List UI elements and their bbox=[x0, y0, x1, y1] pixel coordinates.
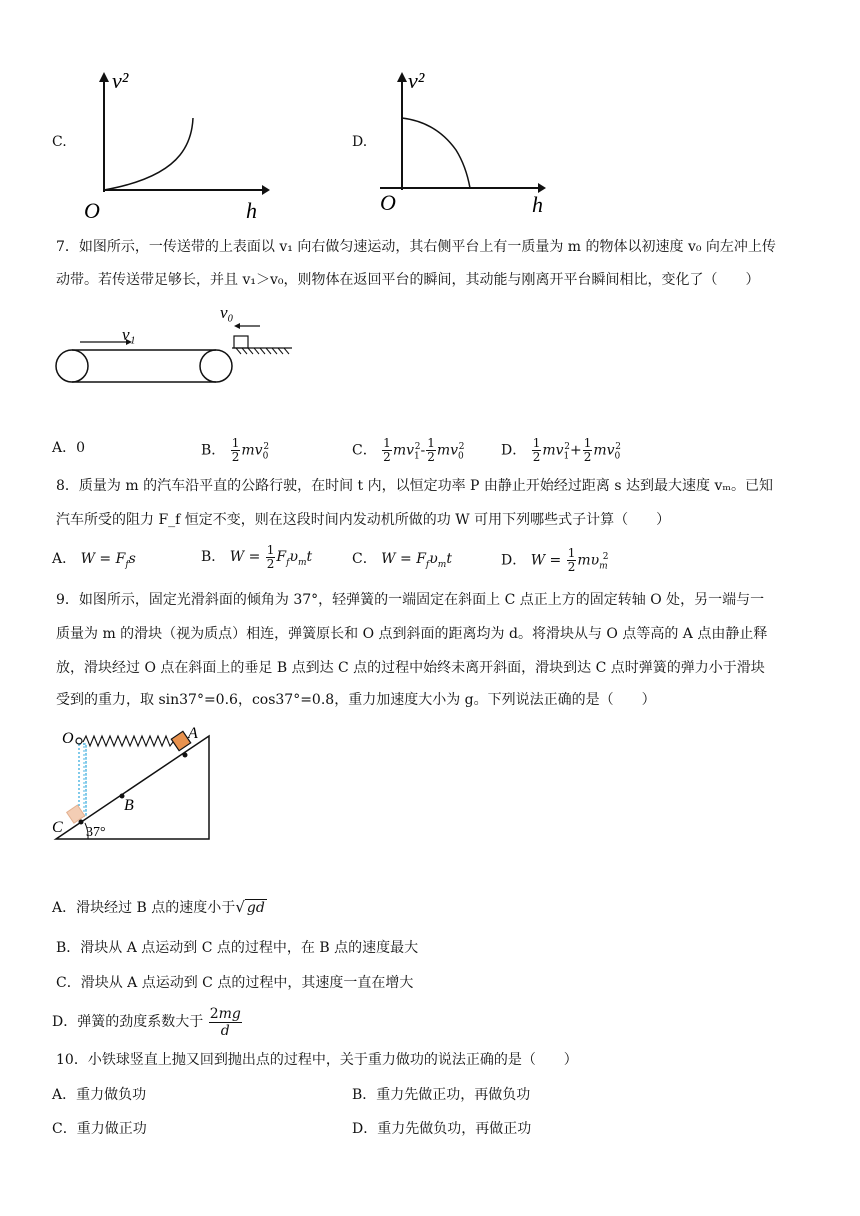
q9-incline-figure bbox=[52, 720, 222, 848]
q7-option-c-label: C． bbox=[352, 442, 377, 459]
q8-stem-line-1: 8．质量为 m 的汽车沿平直的公路行驶，在时间 t 内，以恒定功率 P 由静止开始经过距离 s 达到最大速度 vₘ。已知 bbox=[56, 478, 773, 494]
q9-option-d-label: D．弹簧的劲度系数大于 bbox=[52, 1014, 204, 1030]
q9-fig-C-label: C bbox=[52, 819, 63, 836]
q7-stem-line-1: 7．如图所示，一传送带的上表面以 v₁ 向右做匀速运动，其右侧平台上有一质量为 m 的物体以初速度 v₀ 向左冲上传 bbox=[56, 239, 776, 255]
q9-option-a-label: A．滑块经过 B 点的速度小于 bbox=[52, 900, 236, 916]
q7-option-b[interactable]: B． $\frac{1}{2}$ $mv_0^2$ bbox=[201, 436, 270, 465]
q9-option-d[interactable]: D．弹簧的劲度系数大于 $\frac{2mg}{d}$ bbox=[52, 1005, 241, 1039]
q6d-axis-x-label: h bbox=[532, 192, 543, 217]
q9-fig-A-label: A bbox=[188, 725, 198, 742]
q10-option-b[interactable]: B．重力先做正功，再做负功 bbox=[352, 1087, 531, 1103]
q9-stem-line-4: 受到的重力，取 sin37°=0.6，cos37°=0.8，重力加速度大小为 g。下列说法正确的是（ ） bbox=[56, 692, 656, 708]
q10-option-c[interactable]: C．重力做正功 bbox=[52, 1121, 147, 1137]
q9-option-a[interactable]: A．滑块经过 B 点的速度小于√ gd bbox=[52, 898, 265, 916]
q6c-axis-y-label: v² bbox=[112, 68, 129, 93]
q9-stem-line-1: 9．如图所示，固定光滑斜面的倾角为 37°，轻弹簧的一端固定在斜面上 C 点正上方的固定转轴 O 处，另一端与一 bbox=[56, 592, 765, 608]
q9-fig-angle-label: 37° bbox=[86, 825, 106, 840]
q6-graph-d bbox=[378, 60, 578, 230]
q8-option-b[interactable]: B． W = $\frac{1}{2}$ $F_f\upsilon_mt$ bbox=[201, 542, 313, 571]
q6-option-c-label[interactable]: C. bbox=[52, 134, 67, 150]
q7-stem-line-2: 动带。若传送带足够长，并且 v₁＞v₀，则物体在返回平台的瞬间，其动能与刚离开平台瞬间相比，变化了（ ） bbox=[56, 272, 760, 288]
q9-stem-line-3: 放，滑块经过 O 点在斜面上的垂足 B 点到达 C 点的过程中始终未离开斜面，滑块到达 C 点时弹簧的弹力小于滑块 bbox=[56, 660, 765, 676]
q6-option-d-label[interactable]: D. bbox=[352, 134, 368, 150]
q6-graph-c bbox=[80, 60, 280, 230]
q8-option-d[interactable]: D． W = $\frac{1}{2}$ $m\upsilon_m^2$ bbox=[501, 546, 609, 575]
q6c-axis-x-label: h bbox=[246, 198, 257, 223]
q9-fig-B-label: B bbox=[124, 797, 134, 814]
q9-stem-line-2: 质量为 m 的滑块（视为质点）相连，弹簧原长和 O 点到斜面的距离均为 d。将滑块从与 O 点等高的 A 点由静止释 bbox=[56, 626, 768, 642]
q8-option-a[interactable]: A． $W = F_fs$ bbox=[52, 551, 136, 570]
q8-stem-line-2: 汽车所受的阻力 F_f 恒定不变，则在这段时间内发动机所做的功 W 可用下列哪些式子计算（ ） bbox=[56, 512, 671, 528]
q6d-origin-label: O bbox=[380, 190, 396, 215]
q6c-origin-label: O bbox=[84, 198, 100, 223]
q7-v1-label: v₁ bbox=[122, 325, 136, 344]
q9-option-b[interactable]: B．滑块从 A 点运动到 C 点的过程中，在 B 点的速度最大 bbox=[56, 940, 419, 956]
q9-fig-O-label: O bbox=[62, 730, 74, 747]
q8-option-c[interactable]: C． $W = F_f\upsilon_mt$ bbox=[352, 551, 452, 570]
q7-option-c[interactable]: C． $\frac{1}{2}$ $mv_1^2-$ $\frac{1}{2}$ $mv_0^2$ bbox=[352, 436, 465, 465]
q8-option-a-label: A． bbox=[52, 551, 77, 567]
q9-option-c[interactable]: C．滑块从 A 点运动到 C 点的过程中，其速度一直在增大 bbox=[56, 975, 414, 991]
q8-option-b-label: B． bbox=[201, 549, 226, 565]
q7-option-a[interactable]: A．0 bbox=[52, 440, 86, 456]
q10-option-a[interactable]: A．重力做负功 bbox=[52, 1087, 147, 1103]
q7-option-d[interactable]: D． $\frac{1}{2}$ $mv_1^2+$ $\frac{1}{2}$ $mv_0^2$ bbox=[501, 436, 622, 465]
q8-option-c-label: C． bbox=[352, 551, 377, 567]
q7-option-b-label: B． bbox=[201, 442, 226, 459]
q6d-axis-y-label: v² bbox=[408, 68, 425, 93]
q7-conveyor-figure bbox=[52, 300, 302, 392]
q7-option-d-label: D． bbox=[501, 442, 527, 459]
q8-option-d-label: D． bbox=[501, 552, 527, 569]
q7-v0-label: v₀ bbox=[220, 303, 234, 322]
q10-stem: 10．小铁球竖直上抛又回到抛出点的过程中，关于重力做功的说法正确的是（ ） bbox=[56, 1052, 578, 1068]
q10-option-d[interactable]: D．重力先做负功，再做正功 bbox=[352, 1121, 532, 1137]
